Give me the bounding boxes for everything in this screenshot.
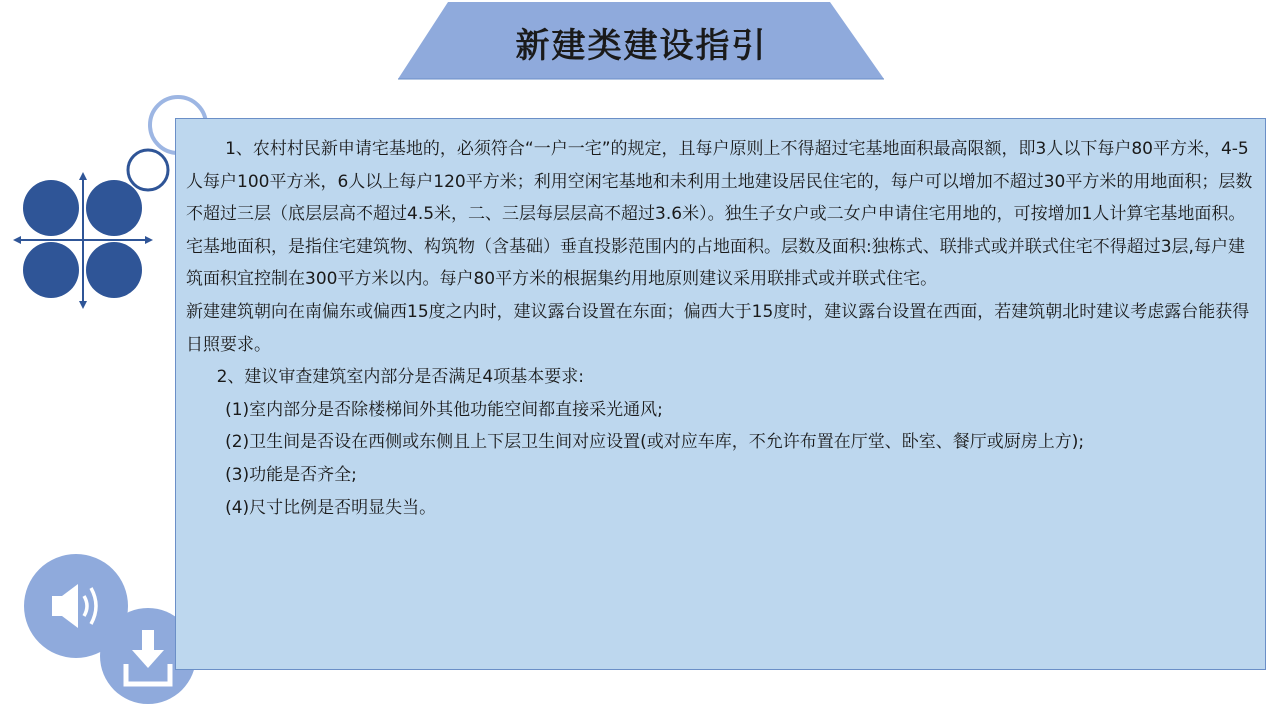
paragraph-4: (1)室内部分是否除楼梯间外其他功能空间都直接采光通风; [225, 399, 663, 420]
paragraph-2: 新建建筑朝向在南偏东或偏西15度之内时，建议露台设置在东面；偏西大于15度时，建议露台设置在西面，若建筑朝北时建议考虑露台能获得日照要求。 [186, 301, 1250, 355]
paragraph-6: (3)功能是否齐全; [225, 464, 357, 485]
content-panel [175, 118, 1266, 670]
paragraph-3: 2、建议审查建筑室内部分是否满足4项基本要求: [216, 367, 584, 388]
four-circles-cross-icon [13, 172, 153, 309]
paragraph-7: (4)尺寸比例是否明显失当。 [225, 497, 437, 518]
ring-decoration [128, 150, 168, 190]
page-title: 新建类建设指引 [515, 26, 768, 66]
paragraph-5: (2)卫生间是否设在西侧或东侧且上下层卫生间对应设置(或对应车库，不允许布置在厅堂、卧室、餐厅或厨房上方); [225, 432, 1085, 453]
paragraph-1: 1、农村村民新申请宅基地的，必须符合“一户一宅”的规定，且每户原则上不得超过宅基地面积最高限额，即3人以下每户80平方米，4-5人每户100平方米，6人以上每户120平方米；利用空闲宅基地和未利用土地建设居民住宅的，每户可以增加不超过30平方米的用地面积；层数不超过三层（底层层高不超过4.5米，二、三层每层层高不超过3.6米）。独生子女户或二女户申请住宅用地的，可按增加1人计算宅基地面积。宅基地面积，是指住宅建筑物、构筑物（含基础）垂直投影范围内的占地面积。层数及面积:独栋式、联排式或并联式住宅不得超过3层,每户建筑面积宜控制在300平方米以内。每户80平方米的根据集约用地原则建议采用联排式或并联式住宅。 [186, 139, 1253, 290]
